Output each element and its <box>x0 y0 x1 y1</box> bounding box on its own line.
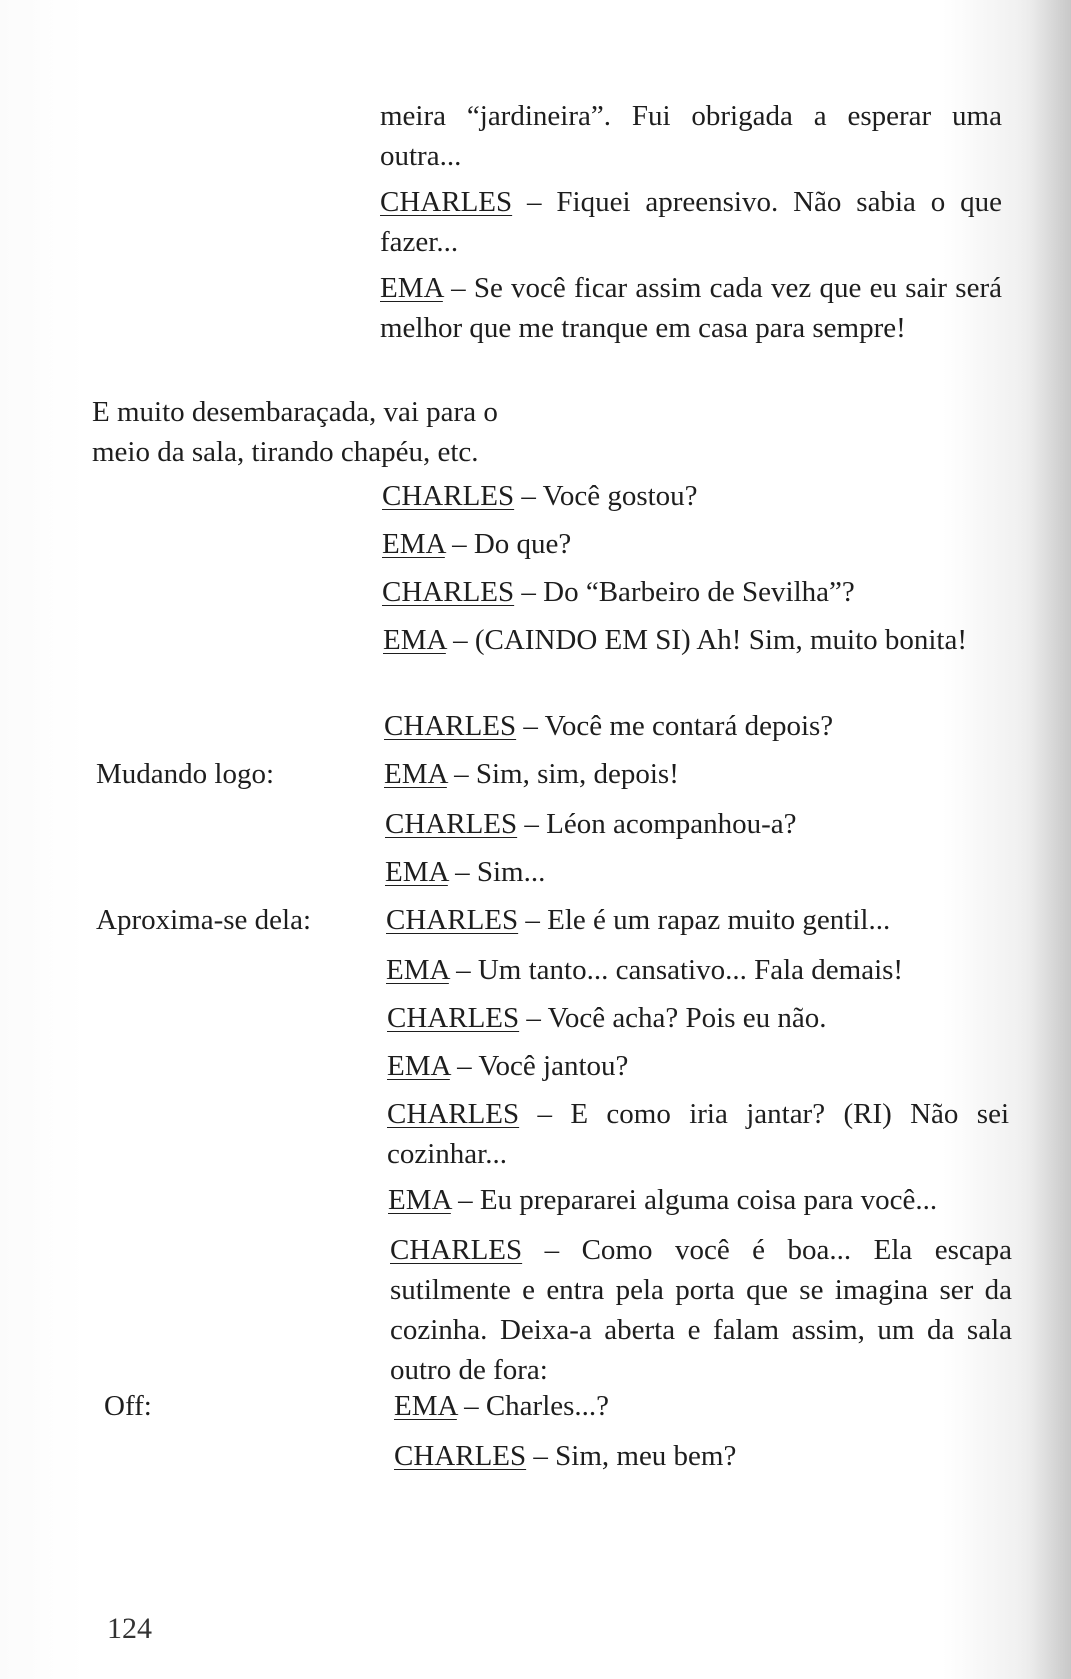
dialogue-line <box>386 950 1008 990</box>
line-text: – Ele é um rapaz muito gentil... <box>518 904 891 936</box>
dialogue-line <box>386 900 1008 940</box>
stage-cue <box>96 754 396 794</box>
dialogue-line <box>380 182 1002 262</box>
dialogue-line <box>380 268 1002 348</box>
speaker-name: CHARLES <box>390 1234 523 1266</box>
stage-direction <box>92 392 522 472</box>
dialogue-line <box>390 1230 1012 1390</box>
stage-cue-text: Aproxima-se dela: <box>96 904 312 936</box>
dialogue-line <box>383 620 1005 660</box>
line-text: – Você jantou? <box>449 1050 629 1082</box>
dialogue-line <box>394 1386 1016 1426</box>
line-text: – Você acha? Pois eu não. <box>519 1002 827 1034</box>
stage-cue <box>104 1386 404 1426</box>
speaker-name: EMA <box>384 758 447 790</box>
stage-cue-text: Mudando logo: <box>96 758 275 790</box>
speaker-name: EMA <box>385 856 448 888</box>
dialogue-line <box>385 852 1007 892</box>
speaker-name: CHARLES <box>380 186 513 218</box>
line-text: – Fiquei apreensivo. Não sabia o que fazer... <box>380 186 1002 258</box>
speaker-name: EMA <box>382 528 445 560</box>
speaker-name: CHARLES <box>385 808 518 840</box>
dialogue-line <box>387 998 1009 1038</box>
page-edge-shadow <box>1031 0 1071 1679</box>
dialogue-line <box>388 1180 1010 1220</box>
page-number: 124 <box>107 1612 152 1645</box>
line-text: – E como iria jantar? (RI) Não sei cozinhar... <box>387 1098 1009 1170</box>
line-text: – Do “Barbeiro de Sevilha”? <box>514 576 855 608</box>
stage-direction-text: E muito desembaraçada, vai para o meio da sala, tirando chapéu, etc. <box>92 396 498 468</box>
stage-cue <box>96 900 396 940</box>
dialogue-line <box>384 754 1006 794</box>
line-text: – Sim, meu bem? <box>526 1440 737 1472</box>
speaker-name: CHARLES <box>386 904 519 936</box>
speaker-name: CHARLES <box>387 1002 520 1034</box>
line-text: – Eu prepararei alguma coisa para você... <box>450 1184 938 1216</box>
line-text: – Como você é boa... Ela escapa sutilmente e entra pela porta que se imagina ser da cozinha. Deixa-a aberta e falam assim, um da sala outro de fora: <box>390 1234 1012 1386</box>
line-text: – Um tanto... cansativo... Fala demais! <box>448 954 904 986</box>
speaker-name: CHARLES <box>387 1098 520 1130</box>
dialogue-line <box>387 1046 1009 1086</box>
dialogue-line <box>394 1436 1016 1476</box>
dialogue-line <box>382 476 1004 516</box>
speaker-name: EMA <box>383 624 446 656</box>
line-text: – Sim... <box>447 856 546 888</box>
speaker-name: CHARLES <box>382 576 515 608</box>
line-text: – Você gostou? <box>514 480 698 512</box>
line-text: – Se você ficar assim cada vez que eu sair será melhor que me tranque em casa para sempre! <box>380 272 1002 344</box>
dialogue-line <box>382 572 1004 612</box>
speaker-name: EMA <box>380 272 443 304</box>
speaker-name: EMA <box>386 954 449 986</box>
speaker-name: EMA <box>387 1050 450 1082</box>
speaker-name: CHARLES <box>394 1440 527 1472</box>
line-text: – Sim, sim, depois! <box>446 758 679 790</box>
dialogue-line <box>385 804 1007 844</box>
speaker-name: CHARLES <box>384 710 517 742</box>
dialogue-line <box>387 1094 1009 1174</box>
speaker-name: EMA <box>394 1390 457 1422</box>
dialogue-line <box>380 96 1002 176</box>
line-text: – Charles...? <box>456 1390 610 1422</box>
speaker-name: CHARLES <box>382 480 515 512</box>
dialogue-line <box>382 524 1004 564</box>
line-text: – Léon acompanhou-a? <box>517 808 797 840</box>
line-text: – (CAINDO EM SI) Ah! Sim, muito bonita! <box>445 624 968 656</box>
stage-cue-text: Off: <box>104 1390 152 1422</box>
dialogue-line <box>384 706 1006 746</box>
line-text: meira “jardineira”. Fui obrigada a esperar uma outra... <box>380 100 1002 172</box>
speaker-name: EMA <box>388 1184 451 1216</box>
line-text: – Você me contará depois? <box>516 710 834 742</box>
line-text: – Do que? <box>444 528 572 560</box>
